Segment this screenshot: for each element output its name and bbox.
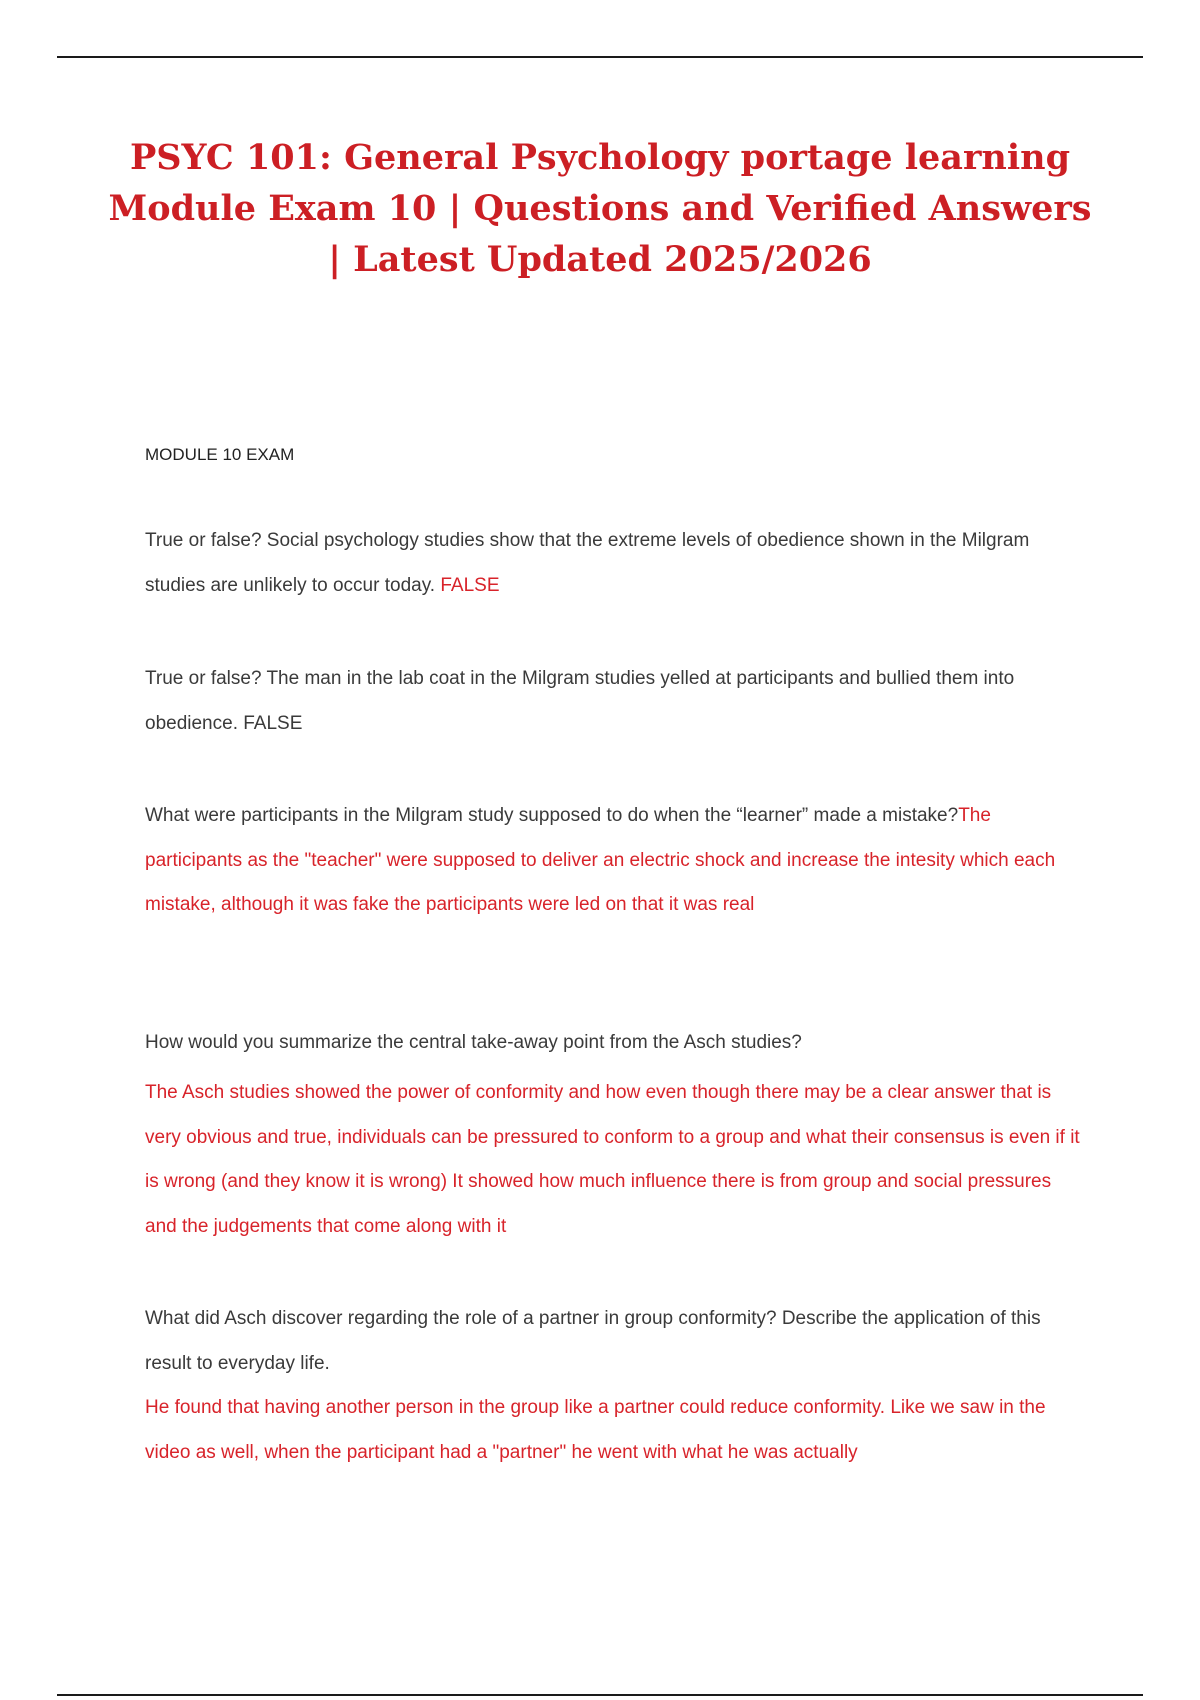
question-text: True or false? The man in the lab coat in the Milgram studies yelled at participants and bullied them into obedience. FALSE [145, 668, 1015, 734]
question-text: What did Asch discover regarding the role of a partner in group conformity? Describe the application of this result to everyday life. [145, 1308, 1041, 1374]
answer-text: The participants as the "teacher" were supposed to deliver an electric shock and increase the intesity which each mistake, although it was fake the participants were led on that it was real [145, 805, 1056, 915]
bottom-rule [57, 1694, 1143, 1696]
qa-item-2 [145, 657, 1085, 746]
question-text: How would you summarize the central take-away point from the Asch studies? [145, 1032, 802, 1053]
top-rule [57, 56, 1143, 58]
question-text: What were participants in the Milgram study supposed to do when the “learner” made a mistake? [145, 805, 959, 826]
qa-item-1 [145, 519, 1085, 608]
qa-item-5-question [145, 1297, 1085, 1386]
question-text: True or false? Social psychology studies show that the extreme levels of obedience shown in the Milgram studies are unlikely to occur today. [145, 530, 1030, 596]
qa-item-5-answer: He found that having another person in the group like a partner could reduce conformity. Like we saw in the video as well, when the participant had a "partner" he went with what he was actually [145, 1397, 1046, 1463]
section-label: MODULE 10 EXAM [145, 445, 295, 464]
qa-item-4-answer: The Asch studies showed the power of conformity and how even though there may be a clear answer that is very obvious and true, individuals can be pressured to conform to a group and what their consensus is even if it is wrong (and they know it is wrong) It showed how much influence there is from group and social pressures and the judgements that come along with it [145, 1082, 1080, 1237]
qa-item-3 [145, 794, 1085, 928]
document-title: PSYC 101: General Psychology portage learning Module Exam 10 | Questions and Verified Answers | Latest Updated 2025/2026 [108, 137, 1092, 280]
answer-text: FALSE [440, 574, 500, 596]
qa-item-4-question [145, 1021, 1085, 1066]
